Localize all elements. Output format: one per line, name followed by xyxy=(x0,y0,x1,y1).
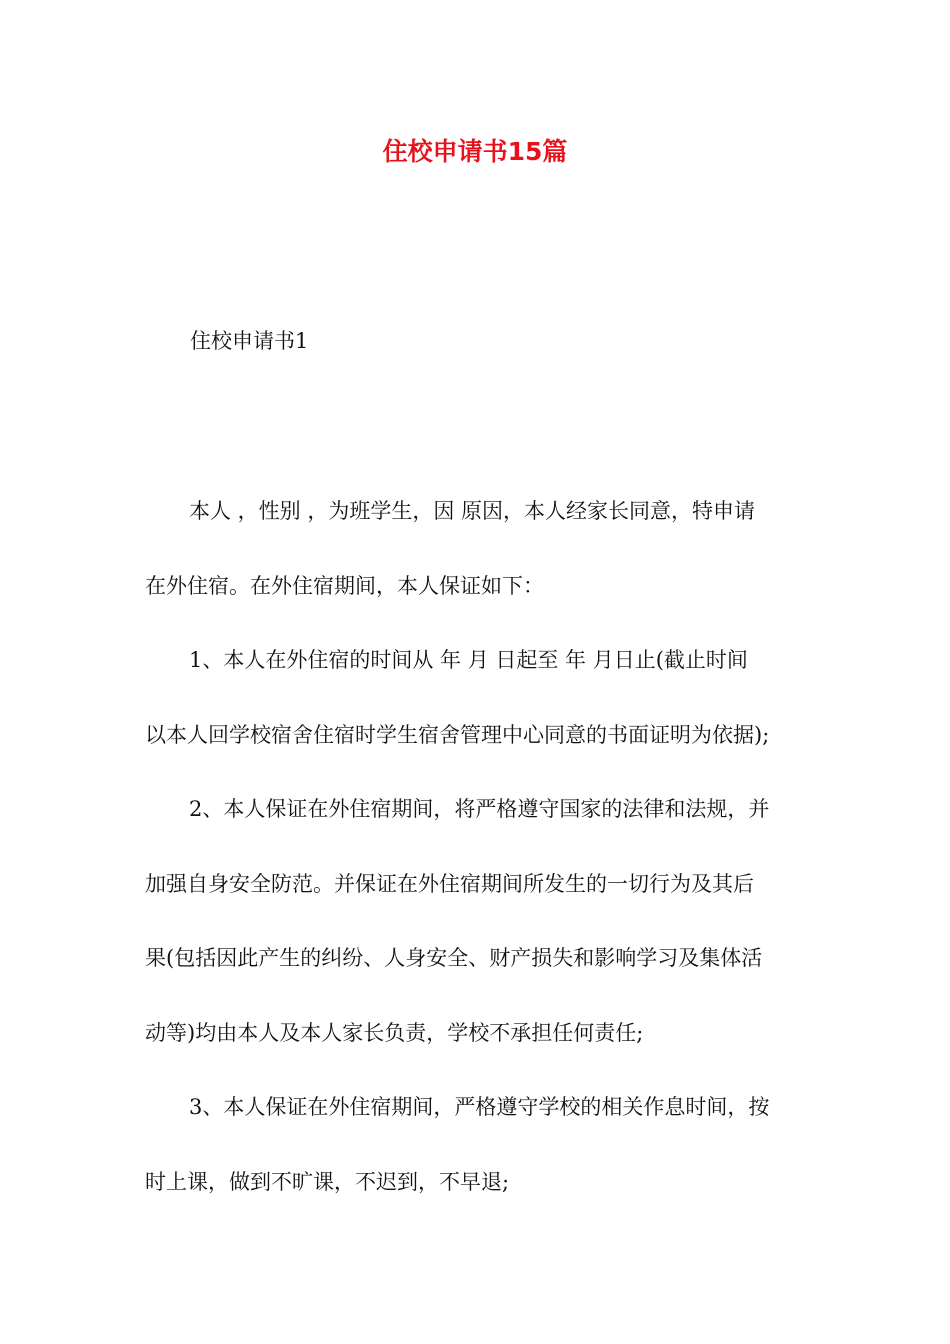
body-line: 时上课，做到不旷课，不迟到，不早退; xyxy=(145,1169,510,1194)
body-line: 1、本人在外住宿的时间从 年 月 日起至 年 月日止(截止时间 xyxy=(189,648,748,672)
section-heading: 住校申请书1 xyxy=(190,329,309,353)
body-line: 以本人回学校宿舍住宿时学生宿舍管理中心同意的书面证明为依据); xyxy=(145,722,770,747)
document-body xyxy=(145,474,815,1219)
body-line: 2、本人保证在外住宿期间，将严格遵守国家的法律和法规，并 xyxy=(189,797,770,821)
body-line: 在外住宿。在外住宿期间，本人保证如下： xyxy=(145,573,544,598)
body-line: 果(包括因此产生的纠纷、人身安全、财产损失和影响学习及集体活 xyxy=(145,946,763,970)
body-line: 动等)均由本人及本人家长负责，学校不承担任何责任; xyxy=(145,1020,644,1045)
body-line: 本人 ，性别 ，为班学生，因 原因，本人经家长同意，特申请 xyxy=(189,499,756,523)
body-line: 3、本人保证在外住宿期间，严格遵守学校的相关作息时间，按 xyxy=(189,1095,770,1119)
document-title: 住校申请书15篇 xyxy=(382,137,568,166)
body-line: 加强自身安全防范。并保证在外住宿期间所发生的一切行为及其后 xyxy=(145,871,754,896)
